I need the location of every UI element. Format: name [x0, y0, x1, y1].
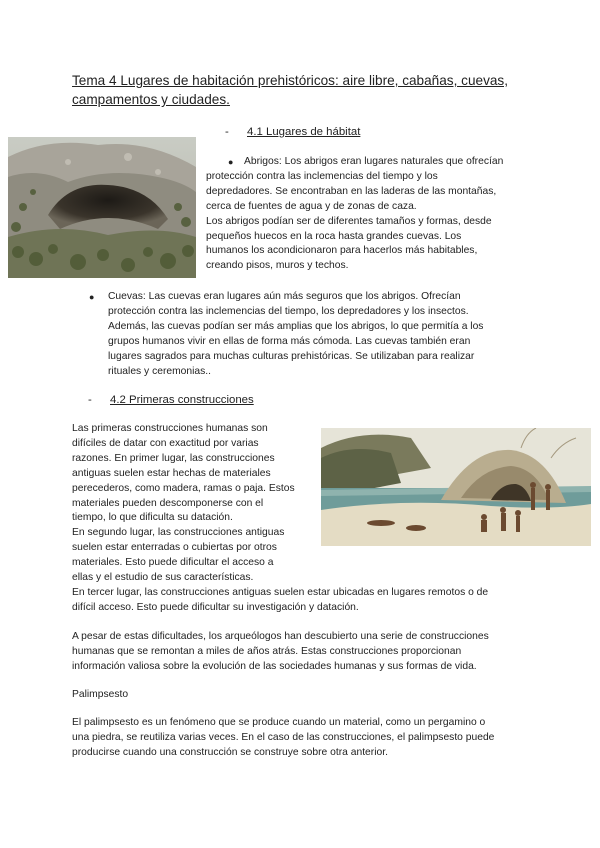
- cuevas-line: Además, las cuevas podían ser más amplias que los abrigos, lo que permitía a los: [108, 320, 484, 332]
- construcciones-line: razones. En primer lugar, las construcciones: [72, 452, 275, 464]
- page-title: Tema 4 Lugares de habitación prehistóricos: aire libre, cabañas, cuevas, campamentos y ciudades.: [72, 73, 509, 107]
- cuevas-paragraph: [108, 290, 528, 379]
- construcciones-line: tiempo, lo que dificulta su datación.: [72, 512, 233, 524]
- title-period: .: [226, 92, 230, 107]
- bullet-cuevas: ●: [89, 292, 95, 302]
- abrigos-line: Los abrigos podían ser de diferentes tamaños y formas, desde: [206, 215, 492, 227]
- arqueologos-line: humanas que se remontan a miles de años atrás. Estas construcciones proporcionan: [72, 645, 462, 657]
- abrigos-line: creando pisos, muros y techos.: [206, 260, 349, 272]
- construcciones-line: materiales pueden descomponerse con el: [72, 497, 264, 509]
- section-heading-text: 4.2 Primeras construcciones: [110, 394, 254, 406]
- construcciones-line: En tercer lugar, las construcciones antiguas suelen estar ubicadas en lugares remotos o de: [72, 587, 489, 598]
- prehistoric-camp-illustration: [321, 428, 591, 546]
- cuevas-line: Cuevas: Las cuevas eran lugares aún más seguros que los abrigos. Ofrecían: [108, 291, 461, 302]
- construcciones-line: En segundo lugar, las construcciones antiguas: [72, 527, 285, 539]
- palimpsesto-line: producirse cuando una construcción se construye sobre otra anterior.: [72, 746, 388, 758]
- section-dash: -: [88, 394, 92, 406]
- construcciones-line: difícil acceso. Esto puede dificultar su investigación y datación.: [72, 601, 359, 613]
- abrigos-line: Abrigos: Los abrigos eran lugares naturales que ofrecían: [244, 156, 504, 167]
- cuevas-line: grupos humanos vivir en ellas de forma más cómoda. Las cuevas también eran: [108, 335, 471, 347]
- abrigos-line: protección contra las inclemencias del tiempo y los: [206, 170, 438, 182]
- bullet-abrigos: ●: [228, 157, 234, 167]
- construcciones-line: Las primeras construcciones humanas son: [72, 423, 268, 434]
- arqueologos-line: A pesar de estas dificultades, los arqueólogos han descubierto una serie de construcciones: [72, 631, 489, 642]
- abrigos-line: pequeños huecos en la roca hasta grandes cuevas. Los: [206, 230, 462, 242]
- palimpsesto-line: El palimpsesto es un fenómeno que se produce cuando un material, como un pergamino o: [72, 717, 486, 728]
- construcciones-line: suelen estar enterradas o cubiertas por otros: [72, 542, 277, 554]
- abrigos-paragraph: [206, 155, 536, 274]
- cave-shelter-photo: [8, 137, 196, 278]
- construcciones-line: antiguas suelen estar hechas de materiales: [72, 467, 271, 479]
- arqueologos-paragraph: [72, 630, 542, 675]
- cuevas-line: protección contra las inclemencias del tiempo, los depredadores y los insectos.: [108, 305, 469, 317]
- construcciones-continuation: [72, 586, 542, 616]
- abrigos-line: humanos los acondicionaron para hacerlos más habitables,: [206, 245, 478, 257]
- palimpsesto-line: una piedra, se reutiliza varias veces. En el caso de las construcciones, el palimpsesto puede: [72, 731, 495, 743]
- cuevas-line: rituales y ceremonias..: [108, 365, 212, 377]
- section-heading-4-1: [225, 125, 360, 140]
- construcciones-line: difíciles de datar con exactitud por varias: [72, 437, 259, 449]
- cuevas-line: lugares sagrados para muchas culturas prehistóricas. Se utilizaban para realizar: [108, 350, 475, 362]
- construcciones-line: perecederos, como madera, ramas o paja. Estos: [72, 482, 295, 494]
- construcciones-line: materiales. Esto puede dificultar el acceso a: [72, 557, 274, 569]
- arqueologos-line: información valiosa sobre la evolución de las sociedades humanas y sus formas de vida.: [72, 660, 477, 672]
- palimpsesto-paragraph: [72, 716, 542, 761]
- construcciones-line: ellas y el estudio de sus características.: [72, 572, 254, 584]
- section-heading-4-2: [88, 393, 254, 408]
- abrigos-line: depredadores. Se encontraban en las laderas de las montañas,: [206, 185, 497, 197]
- palimpsesto-heading: Palimpsesto: [72, 689, 129, 700]
- section-dash: -: [225, 126, 229, 138]
- section-heading-text: 4.1 Lugares de hábitat: [247, 126, 361, 138]
- construcciones-paragraph: [72, 422, 317, 586]
- abrigos-line: cerca de fuentes de agua y de zonas de caza.: [206, 200, 417, 212]
